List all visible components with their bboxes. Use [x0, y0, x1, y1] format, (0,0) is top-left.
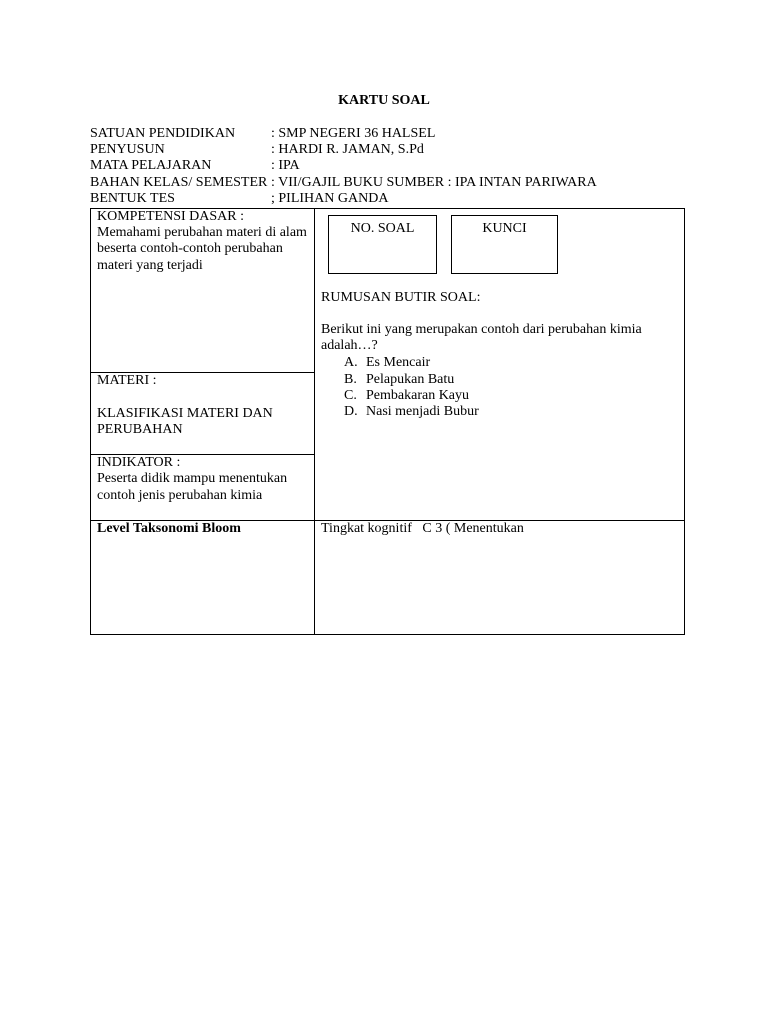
- header-label-kelas: BAHAN KELAS/ SEMESTER: [90, 175, 268, 190]
- materi-text-line: PERUBAHAN: [97, 422, 183, 437]
- header-value-penyusun: : HARDI R. JAMAN, S.Pd: [271, 142, 424, 157]
- materi-text-line: KLASIFIKASI MATERI DAN: [97, 406, 273, 421]
- kompetensi-text-line: Memahami perubahan materi di alam: [97, 225, 307, 240]
- no-soal-box: [328, 215, 437, 274]
- question-text-line: adalah…?: [321, 338, 378, 353]
- kunci-label: KUNCI: [482, 221, 527, 236]
- indikator-text-line: Peserta didik mampu menentukan: [97, 471, 288, 486]
- materi-label: MATERI :: [97, 373, 157, 388]
- option-text: Nasi menjadi Bubur: [366, 404, 479, 419]
- option-text: Es Mencair: [366, 355, 431, 370]
- tingkat-kognitif-text: Tingkat kognitif C 3 ( Menentukan: [321, 521, 524, 536]
- header-label-mapel: MATA PELAJARAN: [90, 158, 212, 173]
- option-letter: C.: [344, 388, 357, 403]
- header-label-bentuk: BENTUK TES: [90, 191, 175, 206]
- option-letter: A.: [344, 355, 358, 370]
- kompetensi-text-line: materi yang terjadi: [97, 258, 203, 273]
- rumusan-label: RUMUSAN BUTIR SOAL:: [321, 290, 481, 305]
- question-text-line: Berikut ini yang merupakan contoh dari perubahan kimia: [321, 322, 642, 337]
- header-value-kelas: : VII/GAJIL BUKU SUMBER : IPA INTAN PARIWARA: [271, 175, 597, 190]
- no-soal-label: NO. SOAL: [350, 221, 415, 236]
- header-label-penyusun: PENYUSUN: [90, 142, 165, 157]
- column-divider: [314, 208, 315, 635]
- level-taksonomi-label: Level Taksonomi Bloom: [97, 521, 241, 536]
- kunci-box: [451, 215, 558, 274]
- indikator-text-line: contoh jenis perubahan kimia: [97, 488, 263, 503]
- indikator-label: INDIKATOR :: [97, 455, 181, 470]
- kompetensi-label: KOMPETENSI DASAR :: [97, 209, 245, 224]
- document-title: KARTU SOAL: [338, 93, 430, 108]
- header-value-mapel: : IPA: [271, 158, 300, 173]
- option-text: Pelapukan Batu: [366, 372, 455, 387]
- option-text: Pembakaran Kayu: [366, 388, 470, 403]
- header-value-bentuk: ; PILIHAN GANDA: [271, 191, 389, 206]
- header-label-satuan: SATUAN PENDIDIKAN: [90, 126, 236, 141]
- option-letter: D.: [344, 404, 358, 419]
- kompetensi-text-line: beserta contoh-contoh perubahan: [97, 241, 283, 256]
- header-value-satuan: : SMP NEGERI 36 HALSEL: [271, 126, 436, 141]
- option-letter: B.: [344, 372, 357, 387]
